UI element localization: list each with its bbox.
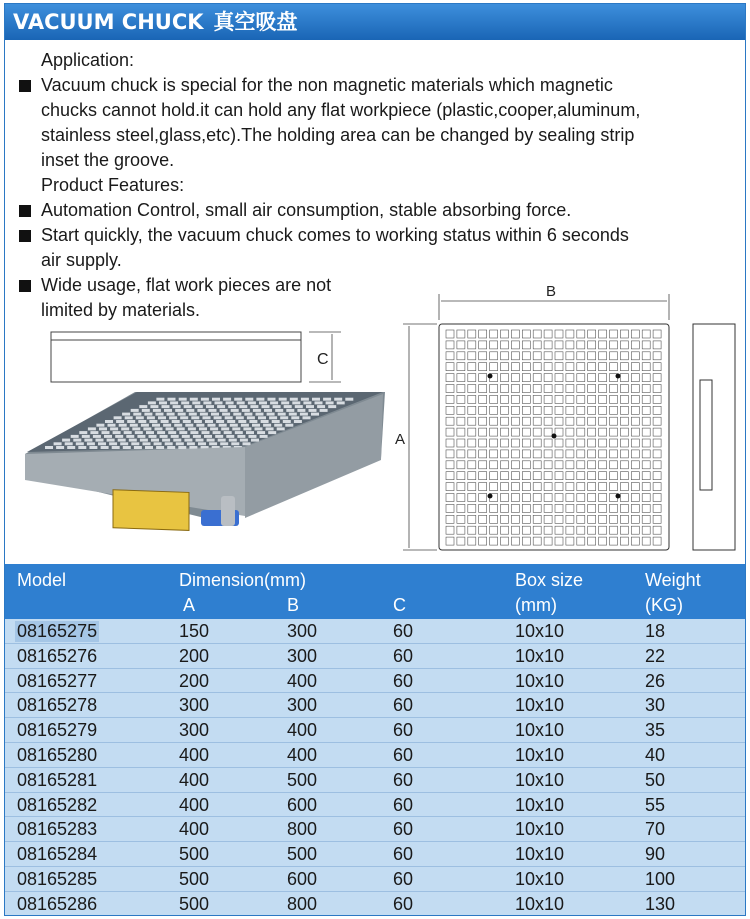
cell-dimension-c: 60 [393, 720, 414, 741]
cell-dimension-b: 500 [287, 844, 318, 865]
cell-model: 08165275 [17, 621, 98, 641]
cell-dimension-a: 200 [179, 645, 210, 666]
features-heading: Product Features: [41, 175, 185, 195]
cell-weight: 40 [645, 744, 666, 765]
cell-dimension-c: 60 [393, 670, 414, 691]
feature-item: Automation Control, small air consumption, stable absorbing force. [15, 198, 735, 223]
cell-dimension-c: 60 [393, 621, 414, 641]
header-weight-unit: (KG) [645, 595, 683, 615]
cell-dimension-c: 60 [393, 844, 414, 865]
cell-model: 08165277 [17, 670, 98, 691]
cell-box-size: 10x10 [515, 621, 565, 641]
table-row [5, 718, 746, 743]
cell-weight: 55 [645, 794, 666, 815]
table-row [5, 669, 746, 694]
page-title: VACUUM CHUCK [13, 10, 204, 34]
cell-box-size: 10x10 [515, 844, 565, 865]
cell-dimension-a: 150 [179, 621, 210, 641]
cell-weight: 35 [645, 720, 666, 741]
page-header [5, 4, 745, 40]
cell-dimension-c: 60 [393, 744, 414, 765]
dimension-c-label: C [317, 351, 329, 368]
cell-weight: 70 [645, 819, 666, 840]
feature-item: Start quickly, the vacuum chuck comes to working status within 6 seconds [15, 223, 735, 248]
cell-weight: 100 [645, 868, 676, 889]
header-weight: Weight [645, 570, 701, 590]
application-line: inset the groove. [41, 150, 175, 170]
cell-model: 08165283 [17, 819, 98, 840]
table-row [5, 892, 746, 916]
table-row [5, 644, 746, 669]
feature-item-continued: air supply. [41, 250, 122, 270]
table-row [5, 793, 746, 818]
cell-weight: 30 [645, 695, 666, 716]
cell-dimension-b: 300 [287, 621, 318, 641]
table-row [5, 867, 746, 892]
cell-dimension-c: 60 [393, 695, 414, 716]
cell-weight: 130 [645, 893, 676, 914]
header-dimension: Dimension(mm) [179, 570, 307, 590]
table-row [5, 693, 746, 718]
application-line: chucks cannot hold.it can hold any flat workpiece (plastic,cooper,aluminum, [41, 100, 641, 120]
side-profile-drawing [51, 332, 341, 382]
cell-weight: 50 [645, 769, 666, 790]
cell-box-size: 10x10 [515, 868, 565, 889]
page-title-chinese: 真空吸盘 [213, 10, 298, 34]
cell-dimension-a: 400 [179, 769, 210, 790]
cell-weight: 26 [645, 670, 666, 691]
cell-dimension-b: 800 [287, 893, 318, 914]
header-box-size: Box size [515, 570, 584, 590]
cell-dimension-a: 400 [179, 744, 210, 765]
cell-dimension-c: 60 [393, 769, 414, 790]
dimension-b-label: B [546, 283, 557, 300]
header-c: C [393, 595, 406, 615]
end-view-drawing [693, 324, 735, 550]
cell-box-size: 10x10 [515, 794, 565, 815]
bullet-square-icon [19, 230, 31, 242]
cell-box-size: 10x10 [515, 744, 565, 765]
table-header [5, 564, 746, 619]
header-a: A [183, 595, 196, 615]
cell-dimension-a: 300 [179, 695, 210, 716]
cell-dimension-a: 300 [179, 720, 210, 741]
bullet-square-icon [19, 80, 31, 92]
cell-dimension-a: 500 [179, 844, 210, 865]
cell-box-size: 10x10 [515, 720, 565, 741]
cell-weight: 22 [645, 645, 666, 666]
cell-model: 08165284 [17, 844, 98, 865]
bullet-square-icon [19, 205, 31, 217]
cell-dimension-c: 60 [393, 819, 414, 840]
cell-dimension-c: 60 [393, 868, 414, 889]
cell-box-size: 10x10 [515, 819, 565, 840]
table-row [5, 817, 746, 842]
cell-dimension-c: 60 [393, 893, 414, 914]
table-row [5, 842, 746, 867]
application-line: stainless steel,glass,etc).The holding area can be changed by sealing strip [41, 125, 635, 145]
cell-model: 08165276 [17, 645, 98, 666]
cell-dimension-b: 300 [287, 695, 318, 716]
cell-dimension-c: 60 [393, 645, 414, 666]
cell-dimension-b: 500 [287, 769, 318, 790]
cell-box-size: 10x10 [515, 645, 565, 666]
application-heading: Application: [41, 50, 135, 70]
cell-model: 08165286 [17, 893, 98, 914]
table-row [5, 768, 746, 793]
dimension-a-label: A [395, 431, 406, 448]
cell-dimension-b: 400 [287, 670, 318, 691]
spec-table [5, 564, 746, 916]
header-model: Model [17, 570, 67, 590]
cell-dimension-c: 60 [393, 794, 414, 815]
cell-model: 08165278 [17, 695, 98, 716]
cell-dimension-b: 800 [287, 819, 318, 840]
feature-item-continued: limited by materials. [41, 300, 201, 320]
cell-weight: 18 [645, 621, 666, 641]
cell-dimension-a: 500 [179, 868, 210, 889]
cell-dimension-a: 400 [179, 794, 210, 815]
product-drawings [5, 274, 746, 564]
cell-dimension-b: 300 [287, 645, 318, 666]
cell-model: 08165280 [17, 744, 98, 765]
cell-model: 08165282 [17, 794, 98, 815]
cell-model: 08165281 [17, 769, 98, 790]
table-row [5, 743, 746, 768]
catalog-panel [4, 3, 746, 916]
cell-box-size: 10x10 [515, 769, 565, 790]
cell-weight: 90 [645, 844, 666, 865]
cell-model: 08165285 [17, 868, 98, 889]
cell-dimension-b: 400 [287, 720, 318, 741]
cell-dimension-b: 600 [287, 868, 318, 889]
application-line: Vacuum chuck is special for the non magnetic materials which magnetic [15, 73, 735, 98]
table-row [5, 619, 746, 644]
feature-item: Wide usage, flat work pieces are not [15, 273, 735, 298]
cell-dimension-b: 600 [287, 794, 318, 815]
vacuum-chuck-photo [25, 392, 385, 530]
cell-box-size: 10x10 [515, 695, 565, 716]
table-body [5, 619, 746, 916]
cell-box-size: 10x10 [515, 670, 565, 691]
top-view-drawing [395, 283, 669, 550]
header-box-unit: (mm) [515, 595, 557, 615]
cell-box-size: 10x10 [515, 893, 565, 914]
cell-dimension-a: 200 [179, 670, 210, 691]
cell-model: 08165279 [17, 720, 98, 741]
cell-dimension-a: 500 [179, 893, 210, 914]
cell-dimension-b: 400 [287, 744, 318, 765]
header-b: B [287, 595, 300, 615]
cell-dimension-a: 400 [179, 819, 210, 840]
